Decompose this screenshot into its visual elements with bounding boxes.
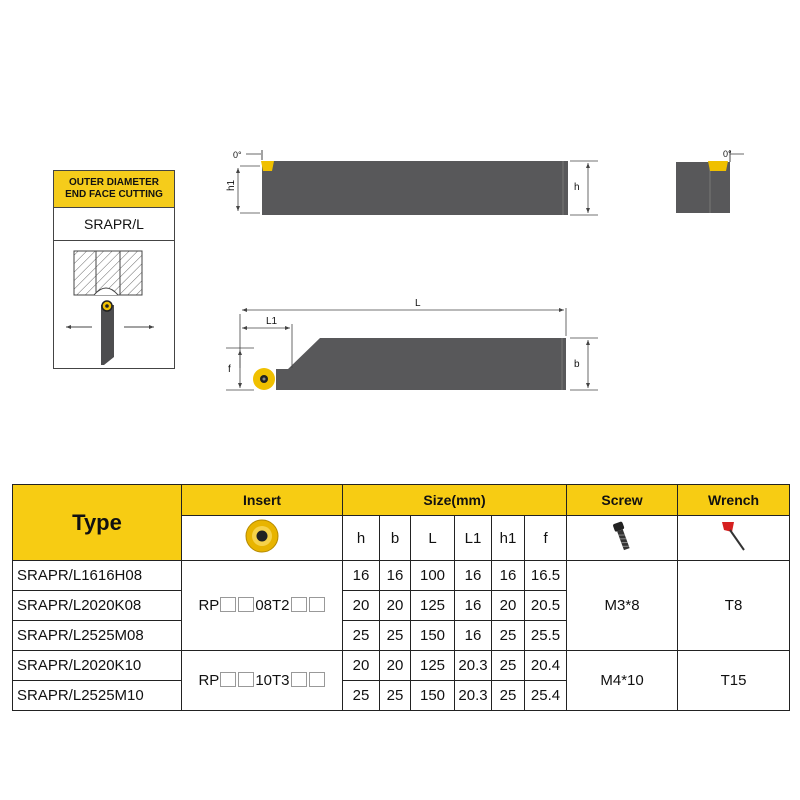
b-label: b	[574, 359, 580, 370]
h1-cell: 25	[492, 651, 525, 681]
insert-code-cell	[182, 561, 343, 651]
L-cell: 100	[411, 561, 455, 591]
L-label: L	[415, 298, 421, 309]
top-view-drawing	[220, 288, 610, 398]
placeholder-box	[291, 597, 307, 612]
h-cell: 25	[343, 621, 380, 651]
h1-label: h1	[226, 179, 237, 191]
insert-icon	[242, 516, 282, 556]
size-col-L: L	[411, 516, 455, 561]
placeholder-box	[309, 672, 325, 687]
wrench-cell: T15	[678, 651, 790, 711]
h-cell: 16	[343, 561, 380, 591]
side-view-drawing	[220, 140, 610, 230]
size-col-L1: L1	[455, 516, 492, 561]
angle-end-label: 0°	[723, 149, 732, 159]
cutting-diagram	[54, 241, 174, 369]
size-col-b: b	[380, 516, 411, 561]
wrench-cell: T8	[678, 561, 790, 651]
insert-header: Insert	[182, 485, 343, 516]
f-cell: 16.5	[525, 561, 567, 591]
insert-mid: 08T2	[255, 597, 290, 614]
L-cell: 125	[411, 591, 455, 621]
screw-cell: M4*10	[567, 651, 678, 711]
tool-type-card	[53, 170, 175, 369]
screw-cell: M3*8	[567, 561, 678, 651]
h-cell: 20	[343, 591, 380, 621]
L-cell: 125	[411, 651, 455, 681]
L-cell: 150	[411, 681, 455, 711]
f-cell: 20.5	[525, 591, 567, 621]
table-row	[13, 651, 790, 681]
L1-cell: 20.3	[455, 681, 492, 711]
spec-table	[12, 484, 790, 711]
b-cell: 16	[380, 561, 411, 591]
b-cell: 25	[380, 681, 411, 711]
placeholder-box	[238, 672, 254, 687]
type-cell: SRAPR/L2020K08	[13, 591, 182, 621]
wrench-image-cell	[678, 516, 790, 561]
b-cell: 20	[380, 591, 411, 621]
insert-code-cell	[182, 651, 343, 711]
h1-cell: 25	[492, 681, 525, 711]
size-header: Size(mm)	[343, 485, 567, 516]
L1-cell: 16	[455, 561, 492, 591]
type-cell: SRAPR/L2525M10	[13, 681, 182, 711]
f-cell: 25.5	[525, 621, 567, 651]
h1-cell: 20	[492, 591, 525, 621]
L1-cell: 16	[455, 621, 492, 651]
wrench-header: Wrench	[678, 485, 790, 516]
screw-image-cell	[567, 516, 678, 561]
L-cell: 150	[411, 621, 455, 651]
h-label: h	[574, 182, 580, 193]
end-view-drawing	[668, 140, 748, 220]
type-cell: SRAPR/L2020K10	[13, 651, 182, 681]
wrench-icon	[714, 516, 754, 556]
placeholder-box	[220, 597, 236, 612]
f-cell: 25.4	[525, 681, 567, 711]
b-cell: 25	[380, 621, 411, 651]
h-cell: 25	[343, 681, 380, 711]
placeholder-box	[291, 672, 307, 687]
b-cell: 20	[380, 651, 411, 681]
card-code: SRAPR/L	[54, 208, 174, 241]
placeholder-box	[309, 597, 325, 612]
size-col-h: h	[343, 516, 380, 561]
angle-side-label: 0°	[233, 150, 242, 160]
type-cell: SRAPR/L2525M08	[13, 621, 182, 651]
table-row	[13, 561, 790, 591]
insert-mid: 10T3	[255, 672, 290, 689]
L1-cell: 20.3	[455, 651, 492, 681]
insert-prefix: RP	[198, 597, 220, 614]
screw-icon	[602, 516, 642, 556]
size-col-f: f	[525, 516, 567, 561]
type-header: Type	[13, 485, 182, 561]
card-title-line2: END FACE CUTTING	[65, 189, 163, 200]
insert-prefix: RP	[198, 672, 220, 689]
insert-image-cell	[182, 516, 343, 561]
placeholder-box	[238, 597, 254, 612]
L1-label: L1	[266, 316, 278, 327]
type-cell: SRAPR/L1616H08	[13, 561, 182, 591]
placeholder-box	[220, 672, 236, 687]
h1-cell: 16	[492, 561, 525, 591]
card-title-line1: OUTER DIAMETER	[69, 177, 159, 188]
h1-cell: 25	[492, 621, 525, 651]
card-title	[54, 171, 174, 208]
f-cell: 20.4	[525, 651, 567, 681]
size-col-h1: h1	[492, 516, 525, 561]
L1-cell: 16	[455, 591, 492, 621]
h-cell: 20	[343, 651, 380, 681]
screw-header: Screw	[567, 485, 678, 516]
f-label: f	[228, 364, 231, 375]
